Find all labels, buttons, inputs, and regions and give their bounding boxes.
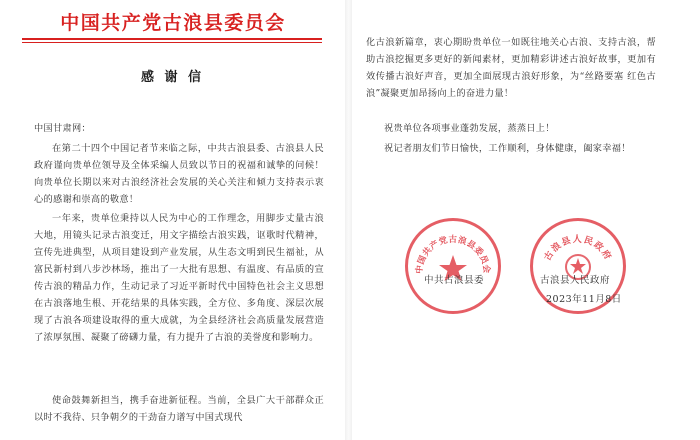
seal-left-text: 中国共产党古浪县委员会 bbox=[414, 235, 492, 275]
signing-date: 2023年11月8日 bbox=[546, 294, 622, 305]
salutation: 中国甘肃网： bbox=[34, 123, 91, 134]
county-committee-seal bbox=[405, 218, 501, 314]
paragraph-achievements: 一年来，贵单位秉持以人民为中心的工作理念，用脚步丈量古浪大地，用镜头记录古浪变迁，用文字描绘古浪实践，讴歌时代精神，宣传先进典型，从项目建设到产业发展，从生态文明到民生福祉，从富民新村到八步沙林场，推出了一大批有思想、有温度、有品质的宣传古浪的精品力作，生动记录了习近平新时代中国特色社会主义思想在古浪落地生根、开花结果的具体实践，全方位、多角度、深层次展现了古浪各项建设取得的重大成就，为全县经济社会高质量发展营造了浓厚氛围、凝聚了磅礴力量，有力提升了古浪的美誉度和影响力。 bbox=[34, 213, 324, 343]
paragraph-greeting: 在第二十四个中国记者节来临之际，中共古浪县委、古浪县人民政府谨向贵单位领导及全体采编人员致以节日的祝福和诚挚的问候！向贵单位长期以来对古浪经济社会发展的关心关注和倾力支持表示衷心的感谢和崇高的敬意！ bbox=[34, 143, 324, 205]
letterhead-rule-thin bbox=[22, 42, 322, 43]
paragraph-mission: 使命鼓舞新担当，携手奋进新征程。当前，全县广大干部群众正以时不我待、只争朝夕的干劲奋力谱写中国式现代 bbox=[34, 395, 324, 423]
seal-right-text: 古浪县人民政府 bbox=[542, 235, 614, 263]
letterhead-rule-thick bbox=[22, 38, 322, 40]
document-title: 感 谢 信 bbox=[140, 70, 205, 85]
paragraph-wish-units: 祝贵单位各项事业蓬勃发展，蒸蒸日上！ bbox=[384, 123, 555, 134]
signer-county-government: 古浪县人民政府 bbox=[540, 275, 611, 286]
signer-county-committee: 中共古浪县委 bbox=[424, 275, 485, 286]
paragraph-wish-journalists: 祝记者朋友们节日愉快，工作顺利，身体健康，阖家幸福！ bbox=[384, 143, 631, 154]
letter-page-1 bbox=[0, 0, 345, 440]
page-gutter bbox=[345, 0, 352, 440]
letterhead-title: 中国共产党古浪县委员会 bbox=[60, 12, 286, 34]
paragraph-continuation: 化古浪新篇章，衷心期盼贵单位一如既往地关心古浪、支持古浪，帮助古浪挖掘更多更好的新闻素材，更加精彩讲述古浪好故事，更加有效传播古浪好声音，更加全面展现古浪好形象，为“丝路要塞 红色古浪”凝聚更加昂扬向上的奋进力量！ bbox=[366, 37, 656, 99]
seal-emblem-icon bbox=[408, 221, 498, 311]
